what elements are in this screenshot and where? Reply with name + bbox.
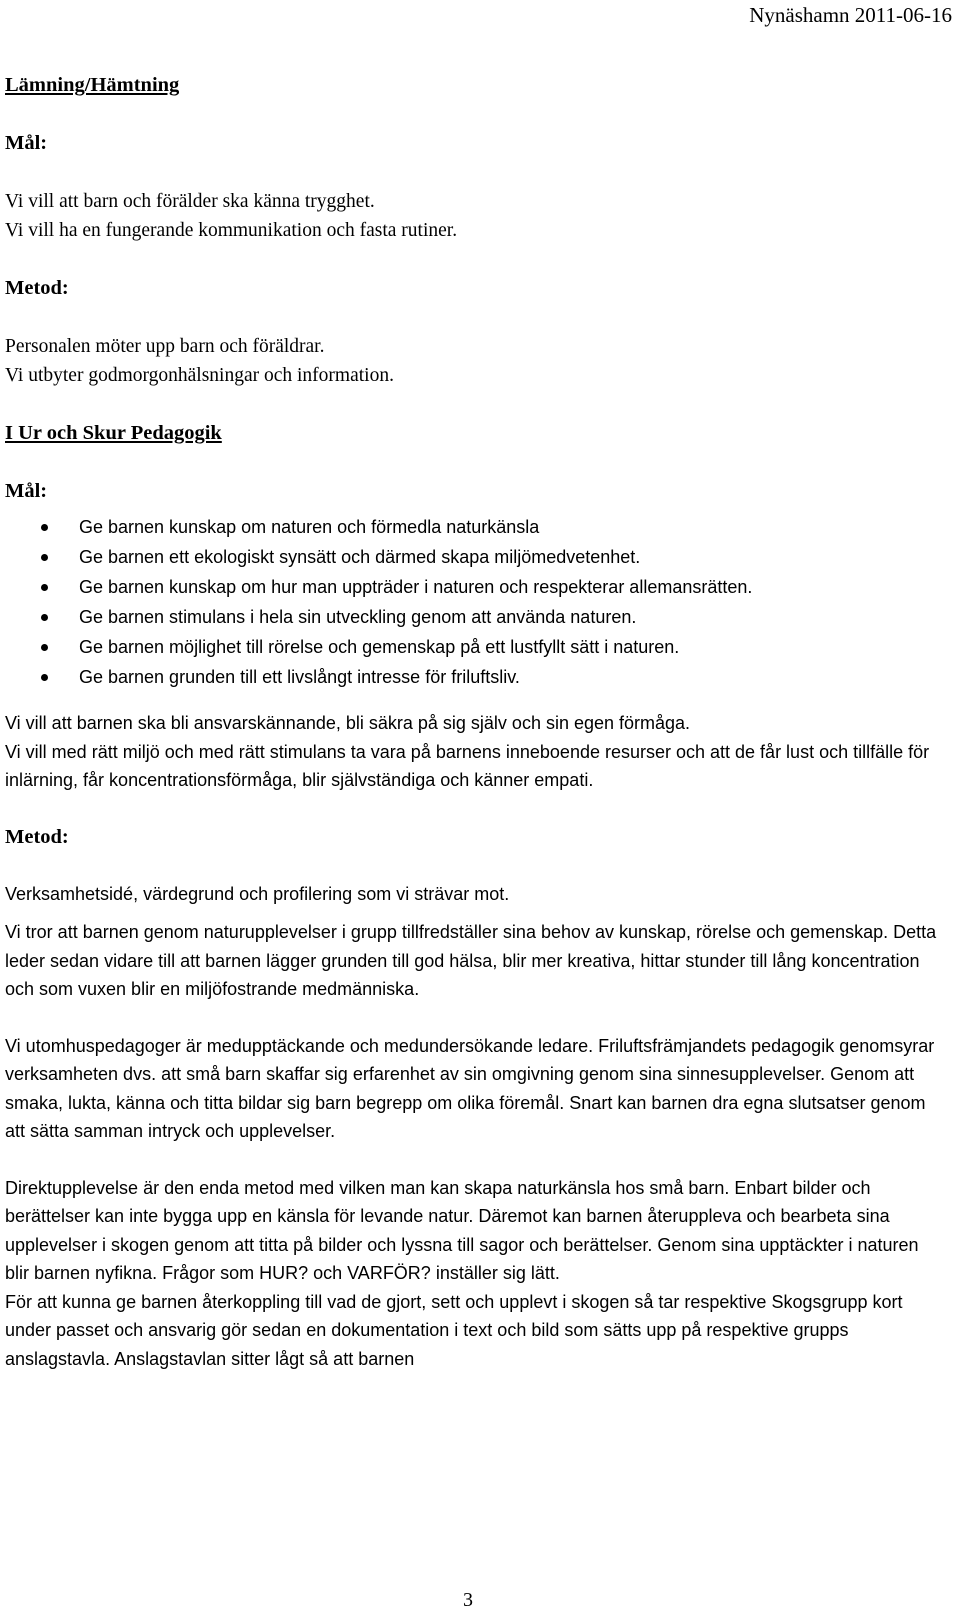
bullet-icon — [41, 644, 48, 651]
list-item — [5, 662, 945, 692]
list-item — [5, 542, 945, 572]
document-body — [5, 71, 945, 1373]
section-title-ur-och-skur: I Ur och Skur Pedagogik — [5, 422, 222, 444]
list-item — [5, 632, 945, 662]
document-date: Nynäshamn 2011-06-16 — [749, 3, 952, 27]
method-line-2: Vi utbyter godmorgonhälsningar och information. — [5, 365, 394, 386]
list-item — [5, 602, 945, 632]
bullet-text: Ge barnen grunden till ett livslångt intresse för friluftsliv. — [79, 667, 520, 687]
section-title-lamning: Lämning/Hämtning — [5, 74, 180, 96]
goal-line-1: Vi vill att barn och förälder ska känna trygghet. — [5, 191, 375, 212]
bullet-icon — [41, 524, 48, 531]
bullet-icon — [41, 674, 48, 681]
method-paragraph-2: Vi utomhuspedagoger är medupptäckande och medundersökande ledare. Friluftsfrämjandets pedagogik genomsyrar verksamheten dvs. att små barn skaffar sig erfarenhet av sin omgivning genom sina sinnesupplevelser. Genom att smaka, lukta, känna och titta bildar sig barn begrepp om olika föremål. Snart kan barnen dra egna slutsatser genom att sätta samman intryck och upplevelser. — [5, 1035, 935, 1141]
bullet-text: Ge barnen kunskap om naturen och förmedla naturkänsla — [79, 517, 540, 537]
method-intro: Verksamhetsidé, värdegrund och profilering som vi strävar mot. — [5, 883, 510, 904]
page-number: 3 — [463, 1589, 473, 1611]
bullet-text: Ge barnen kunskap om hur man uppträder i naturen och respekterar allemansrätten. — [79, 577, 753, 597]
method-paragraph-3: Direktupplevelse är den enda metod med vilken man kan skapa naturkänsla hos små barn. Enbart bilder och berättelser kan inte bygga upp en känsla för levande natur. Däremot kan barnen återuppleva och bearbeta sina upplevelser i skogen genom att titta på bilder och lyssna till sagor och berättelser. Genom sina upptäckter i naturen blir barnen nyfikna. Frågor som HUR? och VARFÖR? inställer sig lätt. — [5, 1177, 919, 1283]
goal-bullet-list — [5, 512, 945, 692]
bullet-text: Ge barnen möjlighet till rörelse och gemenskap på ett lustfyllt sätt i naturen. — [79, 637, 680, 657]
goal-line-2: Vi vill ha en fungerande kommunikation och fasta rutiner. — [5, 220, 458, 241]
bullet-icon — [41, 614, 48, 621]
bullet-icon — [41, 584, 48, 591]
method-paragraph-1: Vi tror att barnen genom naturupplevelser i grupp tillfredställer sina behov av kunskap, rörelse och gemenskap. Detta leder sedan vidare till att barnen lägger grunden till god hälsa, blir mer kreativa, hittar stunder till lång koncentration och som vuxen blir en miljöfostrande medmänniska. — [5, 922, 937, 999]
bullet-icon — [41, 554, 48, 561]
list-item — [5, 572, 945, 602]
method-line-1: Personalen möter upp barn och föräldrar. — [5, 336, 325, 357]
list-item — [5, 512, 945, 542]
method-label-lamning: Metod: — [5, 277, 69, 299]
goal-label-lamning: Mål: — [5, 132, 48, 154]
bullet-text: Ge barnen ett ekologiskt synsätt och därmed skapa miljömedvetenhet. — [79, 547, 641, 567]
goal-paragraph-1: Vi vill att barnen ska bli ansvarskännande, bli säkra på sig själv och sin egen förmåga. — [5, 713, 691, 733]
method-paragraph-4: För att kunna ge barnen återkoppling till vad de gjort, sett och upplevt i skogen så tar respektive Skogsgrupp kort under passet och ansvarig gör sedan en dokumentation i text och bild som sätts upp på respektive grupps anslagstavla. Anslagstavlan sitter lågt så att barnen — [5, 1291, 903, 1369]
goal-paragraph-2: Vi vill med rätt miljö och med rätt stimulans ta vara på barnens inneboende resurser och att de får lust och tillfälle för inlärning, får koncentrationsförmåga, blir självständiga och känner empati. — [5, 741, 930, 790]
bullet-text: Ge barnen stimulans i hela sin utveckling genom att använda naturen. — [79, 607, 637, 627]
goal-label-ur-och-skur: Mål: — [5, 480, 48, 502]
method-label-ur-och-skur: Metod: — [5, 825, 69, 848]
